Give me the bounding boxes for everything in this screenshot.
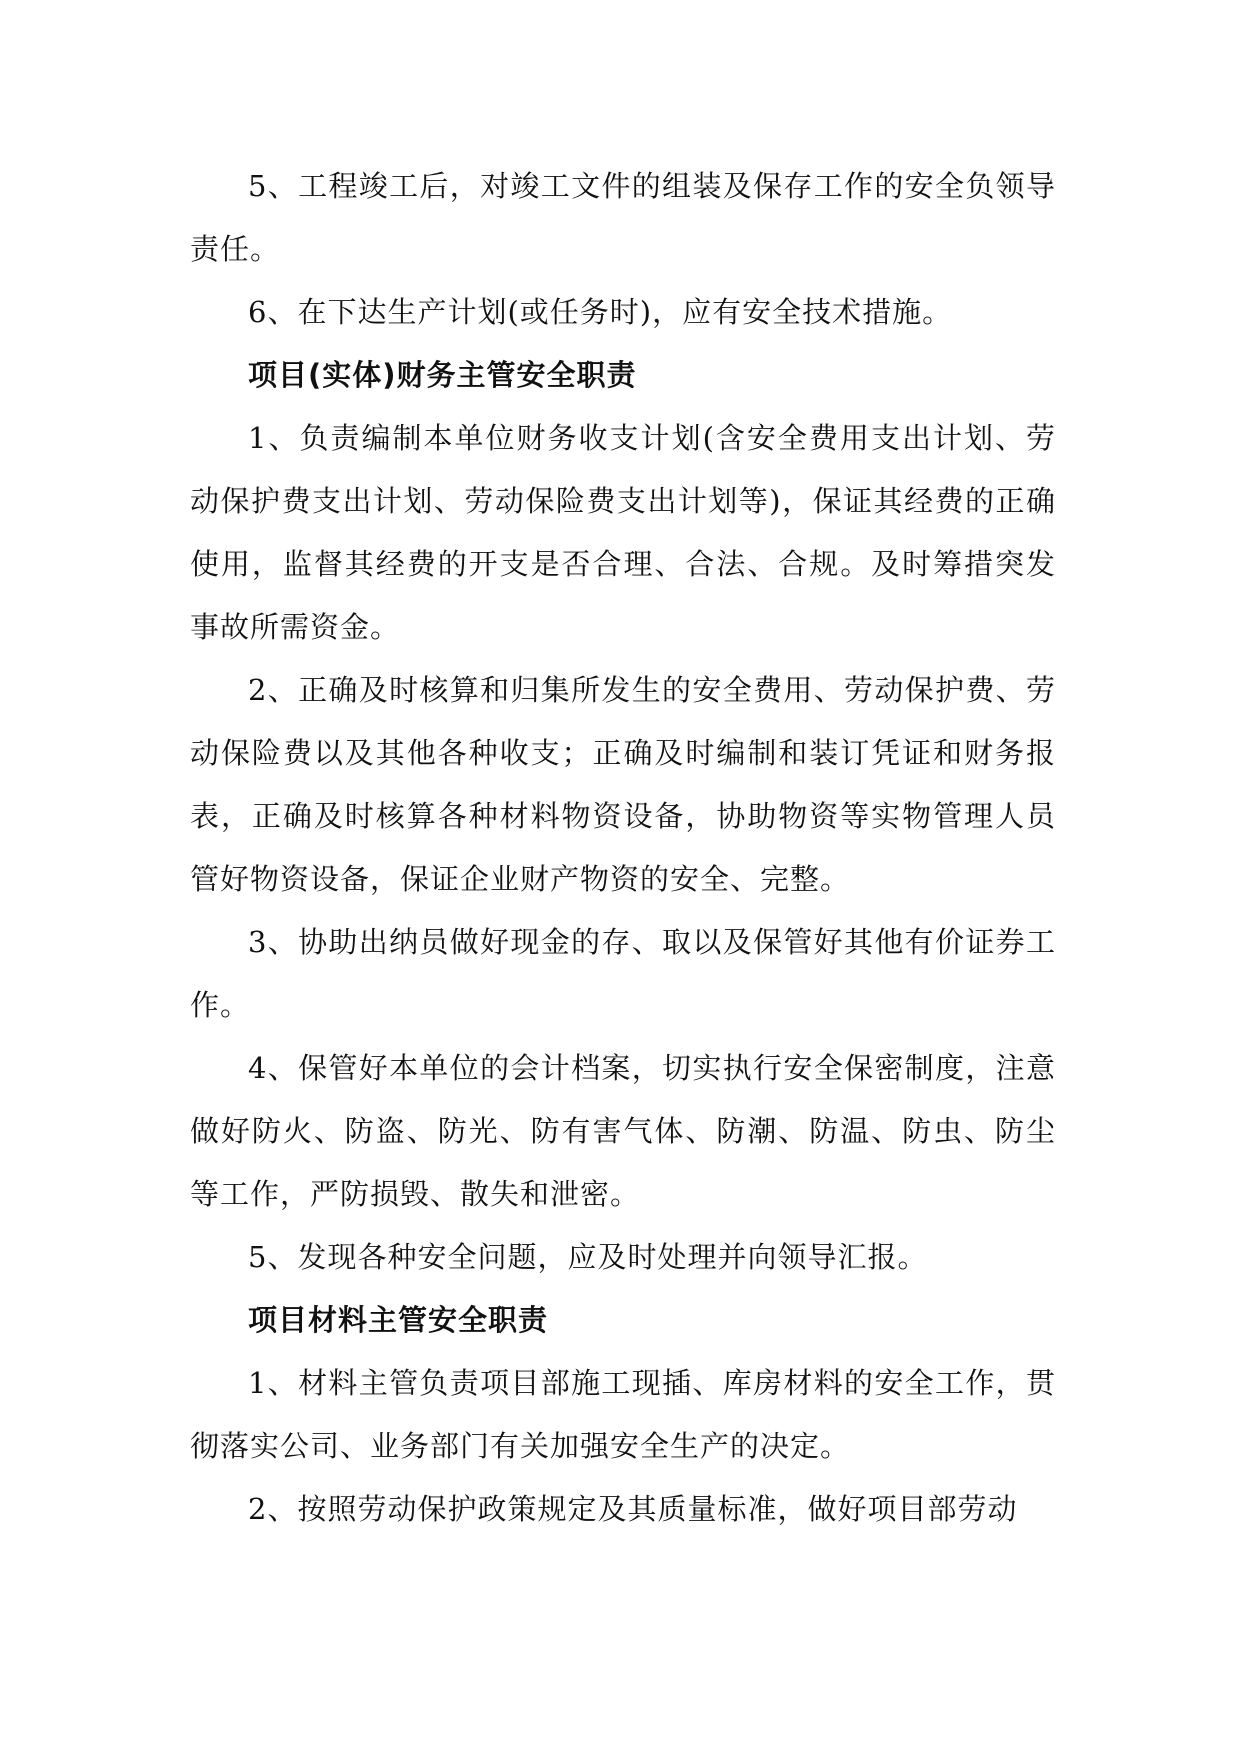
paragraph-finance-duty-1: 1、负责编制本单位财务收支计划(含安全费用支出计划、劳动保护费支出计划、劳动保险费支出计划等)，保证其经费的正确使用，监督其经费的开支是否合理、合法、合规。及时筹措突发事故所需资金。: [190, 421, 1056, 644]
heading-finance-supervisor: 项目(实体)财务主管安全职责: [248, 358, 637, 392]
paragraph-production-plan: 6、在下达生产计划(或任务时)，应有安全技术措施。: [248, 295, 953, 329]
paragraph-finance-duty-4: 4、保管好本单位的会计档案，切实执行安全保密制度，注意做好防火、防盗、防光、防有害气体、防潮、防温、防虫、防尘等工作，严防损毁、散失和泄密。: [190, 1051, 1056, 1211]
document-body: [190, 155, 1056, 1541]
paragraph-finance-duty-5: 5、发现各种安全问题，应及时处理并向领导汇报。: [248, 1240, 928, 1274]
paragraph-materials-duty-1: 1、材料主管负责项目部施工现插、库房材料的安全工作，贯彻落实公司、业务部门有关加强安全生产的决定。: [190, 1366, 1056, 1463]
paragraph-finance-duty-2: 2、正确及时核算和归集所发生的安全费用、劳动保护费、劳动保险费以及其他各种收支；正确及时编制和装订凭证和财务报表，正确及时核算各种材料物资设备，协助物资等实物管理人员管好物资设备，保证企业财产物资的安全、完整。: [190, 673, 1056, 896]
paragraph-completion-files: 5、工程竣工后，对竣工文件的组装及保存工作的安全负领导责任。: [190, 169, 1056, 266]
paragraph-finance-duty-3: 3、协助出纳员做好现金的存、取以及保管好其他有价证券工作。: [190, 925, 1056, 1022]
paragraph-materials-duty-2: 2、按照劳动保护政策规定及其质量标准，做好项目部劳动: [248, 1492, 1018, 1526]
heading-materials-supervisor: 项目材料主管安全职责: [248, 1303, 549, 1337]
